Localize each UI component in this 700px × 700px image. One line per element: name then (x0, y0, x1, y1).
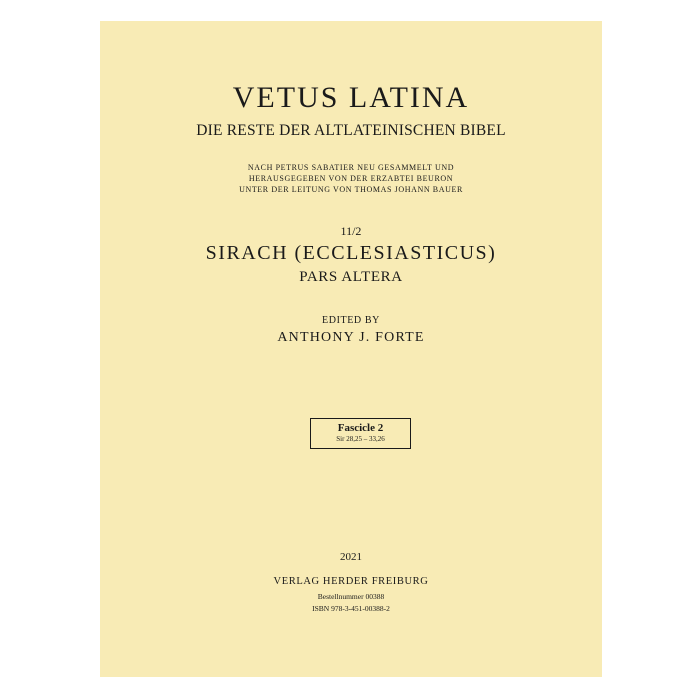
fascicle-range: Sir 28,25 – 33,26 (336, 435, 385, 443)
fascicle-box (310, 418, 411, 449)
editor-name: ANTHONY J. FORTE (277, 330, 425, 345)
publisher-name: VERLAG HERDER FREIBURG (273, 576, 429, 587)
volume-title: SIRACH (ECCLESIASTICUS) (205, 242, 497, 264)
isbn: ISBN 978-3-451-00388-2 (312, 604, 390, 613)
series-title: VETUS LATINA (232, 81, 470, 114)
editorial-line-3: UNTER DER LEITUNG VON THOMAS JOHANN BAUER (239, 185, 463, 194)
volume-subtitle: PARS ALTERA (299, 269, 403, 285)
series-subtitle: DIE RESTE DER ALTLATEINISCHEN BIBEL (196, 122, 506, 139)
volume-number: 11/2 (340, 224, 362, 238)
edited-by-label: EDITED BY (322, 315, 380, 326)
publication-year: 2021 (340, 551, 362, 563)
book-cover (100, 21, 602, 677)
order-number: Bestellnummer 00388 (317, 592, 385, 601)
editorial-line-2: HERAUSGEGEBEN VON DER ERZABTEI BEURON (248, 174, 454, 183)
fascicle-label: Fascicle 2 (337, 422, 384, 434)
editorial-line-1: NACH PETRUS SABATIER NEU GESAMMELT UND (247, 163, 455, 172)
